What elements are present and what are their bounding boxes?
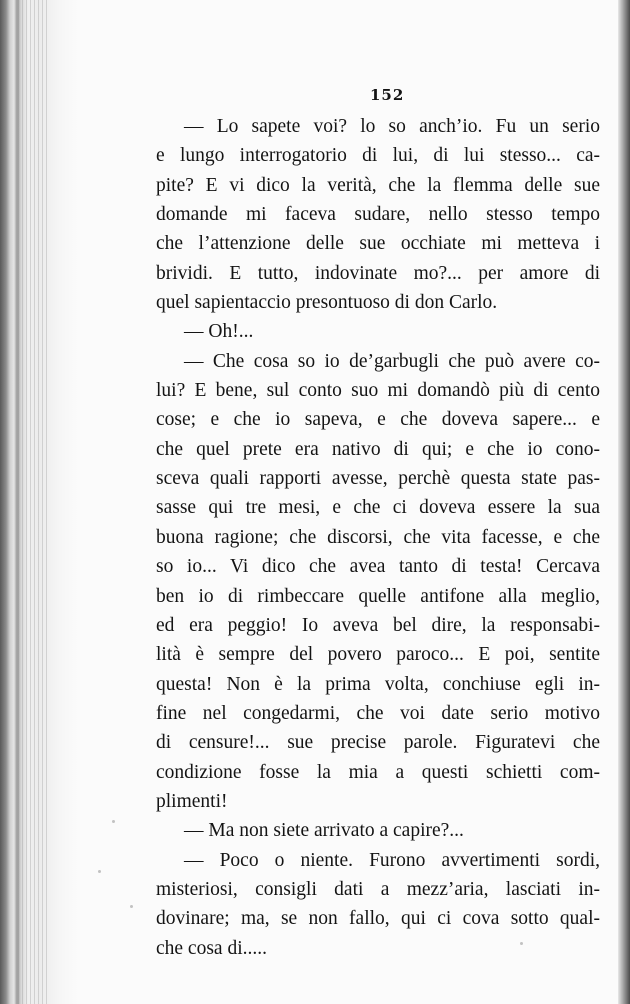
text-line: plimenti! bbox=[156, 790, 228, 812]
text-line: buona ragione; che discorsi, che vita facesse, e che bbox=[156, 526, 600, 548]
text-line: sasse qui tre mesi, e che ci doveva essere la sua bbox=[156, 497, 600, 519]
paper-speck bbox=[98, 870, 101, 873]
text-line: — Poco o niente. Furono avvertimenti sordi, bbox=[184, 849, 600, 871]
text-line: so io... Vi dico che avea tanto di testa! Cercava bbox=[156, 556, 600, 578]
paper-speck bbox=[130, 905, 133, 908]
text-line: misteriosi, consigli dati a mezz’aria, lasciati in- bbox=[156, 878, 600, 900]
paper-speck bbox=[112, 820, 115, 823]
text-line: di censure!... sue precise parole. Figuratevi che bbox=[156, 732, 600, 754]
text-line: — Lo sapete voi? lo so anch’io. Fu un serio bbox=[184, 116, 600, 137]
body-text bbox=[156, 112, 600, 963]
text-line: lità è sempre del povero paroco... E poi, sentite bbox=[156, 644, 600, 666]
text-line: condizione fosse la mia a questi schietti com- bbox=[156, 761, 600, 783]
text-line: pite? E vi dico la verità, che la flemma delle sue bbox=[156, 174, 600, 196]
text-line: che cosa di..... bbox=[156, 937, 268, 959]
page-number: 152 bbox=[370, 86, 405, 104]
text-line: che l’attenzione delle sue occhiate mi metteva i bbox=[156, 233, 600, 255]
text-line: ben io di rimbeccare quelle antifone alla meglio, bbox=[156, 585, 600, 607]
text-line: questa! Non è la prima volta, conchiuse egli in- bbox=[156, 673, 600, 695]
text-line: cose; e che io sapeva, e che doveva sapere... e bbox=[156, 409, 600, 431]
text-line: — Che cosa so io de’garbugli che può avere co- bbox=[184, 350, 600, 372]
text-line: lui? E bene, sul conto suo mi domandò più di cento bbox=[156, 380, 600, 402]
text-line: dovinare; ma, se non fallo, qui ci cova sotto qual- bbox=[156, 908, 600, 930]
text-line: brividi. E tutto, indovinate mo?... per amore di bbox=[156, 262, 600, 284]
text-line: sceva quali rapporti avesse, perchè questa state pas- bbox=[156, 468, 600, 490]
page-edge-stack bbox=[18, 0, 48, 1004]
text-line: domande mi faceva sudare, nello stesso tempo bbox=[156, 204, 600, 226]
text-line: ed era peggio! Io aveva bel dire, la responsabi- bbox=[156, 614, 600, 636]
text-line: — Oh!... bbox=[184, 321, 254, 343]
text-line: fine nel congedarmi, che voi date serio motivo bbox=[156, 702, 600, 724]
text-line: quel sapientaccio presontuoso di don Carlo. bbox=[156, 292, 498, 314]
page-right-edge bbox=[618, 0, 630, 1004]
text-line: — Ma non siete arrivato a capire?... bbox=[184, 820, 464, 842]
text-line: che quel prete era nativo di qui; e che io cono- bbox=[156, 438, 600, 460]
text-line: e lungo interrogatorio di lui, di lui stesso... ca- bbox=[156, 145, 600, 167]
